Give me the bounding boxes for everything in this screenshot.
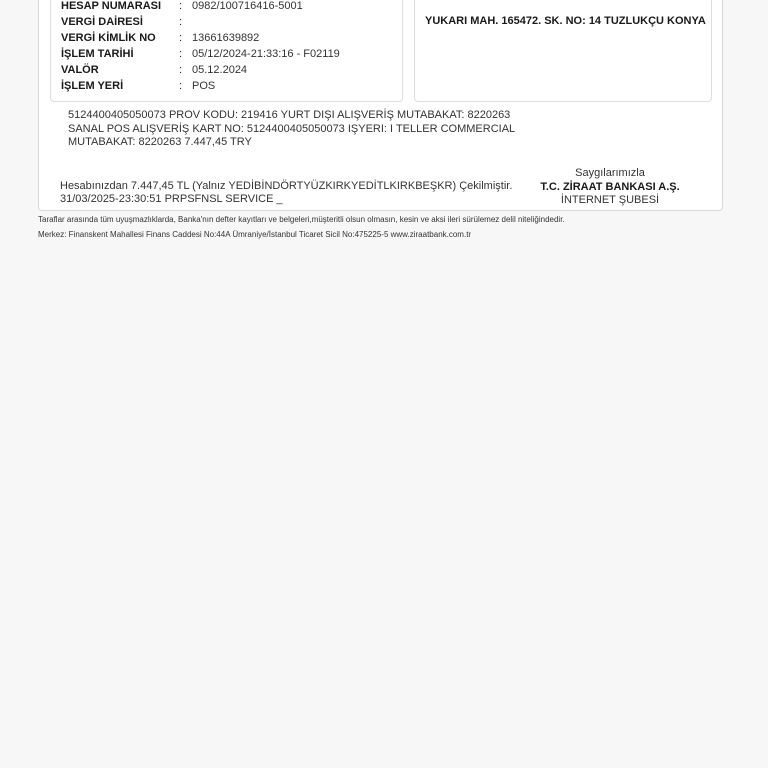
description-line: SANAL POS ALIŞVERİŞ KART NO: 5124400405050073 IŞYERI: I TELLER COMMERCIAL	[68, 122, 516, 135]
row-value: 05/12/2024-21:33:16 - F02119	[192, 48, 340, 60]
bank-name: T.C. ZİRAAT BANKASI A.Ş.	[540, 180, 680, 193]
amount-line: Hesabınızdan 7.447,45 TL (Yalnız YEDİBİNDÖRTYÜZKIRKYEDİTLKIRKBEŞKR) Çekilmiştir.	[60, 180, 513, 192]
row-colon: :	[179, 16, 183, 28]
row-label: İŞLEM YERİ	[61, 80, 124, 92]
signature-block	[530, 167, 690, 208]
customer-address: YUKARI MAH. 165472. SK. NO: 14 TUZLUKÇU KONYA	[425, 15, 706, 27]
transaction-description	[68, 109, 515, 150]
row-colon: :	[179, 32, 183, 44]
description-line: 5124400405050073 PROV KODU: 219416 YURT DIŞI ALIŞVERİŞ MUTABAKAT: 8220263	[68, 109, 511, 121]
row-value: 05.12.2024	[192, 64, 248, 76]
row-colon: :	[179, 0, 183, 12]
legal-disclaimer: Taraflar arasında tüm uyuşmazlıklarda, Banka'nın defter kayıtları ve belgeleri,müşteritli olsun olmasın, kesin ve aksi ileri sürülemez delil niteliğindedir.	[38, 215, 565, 224]
row-colon: :	[179, 64, 183, 76]
description-line: MUTABAKAT: 8220263 7.447,45 TRY	[68, 136, 252, 148]
row-colon: :	[179, 80, 183, 92]
row-colon: :	[179, 48, 183, 60]
branch-name: İNTERNET ŞUBESİ	[560, 194, 660, 206]
row-label: VERGİ DAİRESİ	[61, 16, 143, 28]
amount-statement	[60, 180, 512, 206]
amount-timestamp: 31/03/2025-23:30:51 PRPSFNSL SERVICE _	[60, 193, 283, 205]
row-label: HESAP NUMARASI	[61, 0, 162, 12]
row-label: VERGİ KİMLİK NO	[61, 32, 156, 44]
row-value: 13661639892	[192, 32, 260, 44]
row-value: POS	[192, 80, 216, 92]
row-value: 0982/100716416-5001	[192, 0, 303, 12]
row-label: İŞLEM TARİHİ	[61, 48, 134, 60]
row-label: VALÖR	[61, 64, 99, 76]
headquarters-address: Merkez: Finanskent Mahallesi Finans Caddesi No:44A Ümraniye/İstanbul Ticaret Sicil No:475225-5 www.ziraatbank.com.tr	[38, 230, 472, 239]
signature-greeting: Saygılarımızla	[575, 167, 645, 179]
